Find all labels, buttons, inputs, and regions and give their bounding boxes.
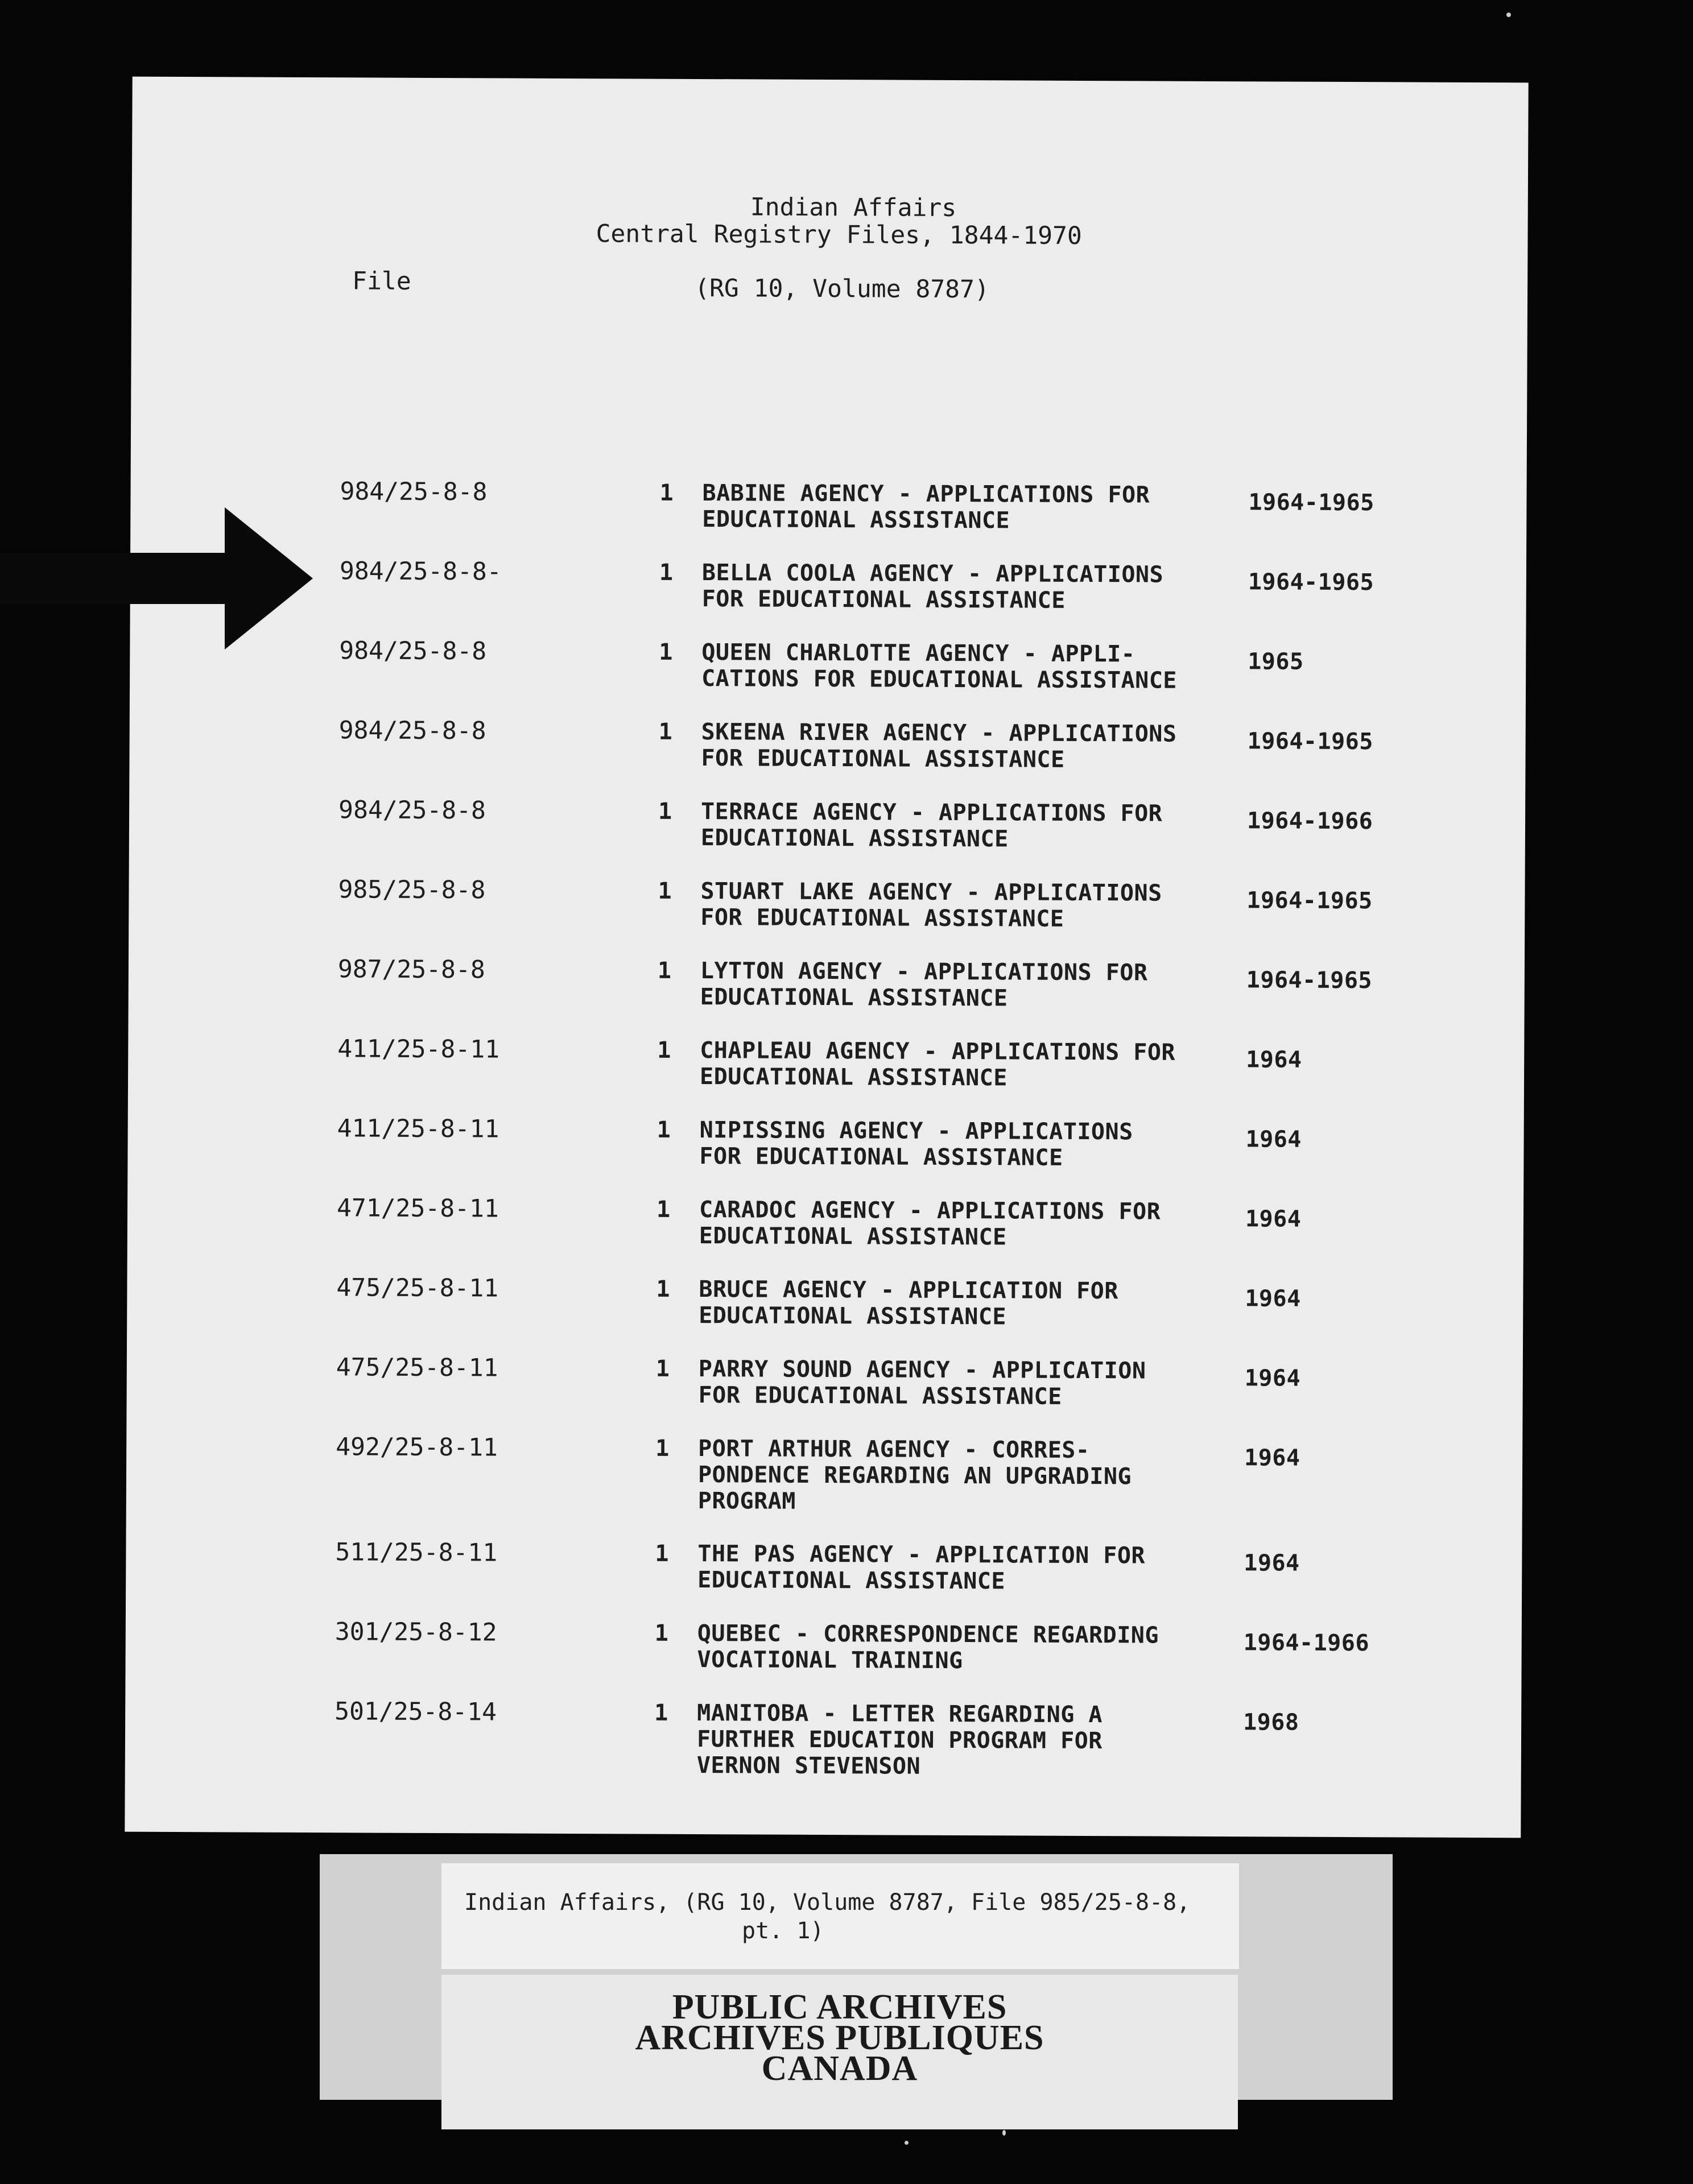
date-range: 1964 [1244,1445,1300,1471]
description-line: SKEENA RIVER AGENCY - APPLICATIONS [701,719,1177,747]
file-entry [129,717,1526,803]
date-range: 1964-1965 [1248,489,1374,516]
description-line: MANITOBA - LETTER REGARDING A [697,1700,1103,1728]
entry-description [698,1436,1132,1516]
description-line: VOCATIONAL TRAINING [697,1647,963,1674]
date-range: 1964-1965 [1248,569,1374,596]
file-number: 984/25-8-8 [340,477,488,507]
description-line: TERRACE AGENCY - APPLICATIONS FOR [701,799,1163,827]
header-volume: (RG 10, Volume 8787) [695,274,989,304]
header-title: Indian Affairs [750,193,957,222]
date-range: 1964 [1245,1285,1301,1312]
entry-description [702,480,1150,534]
file-column-heading: File [352,267,411,296]
reference-line-1: Indian Affairs, (RG 10, Volume 8787, File 985/25-8-8, [464,1889,1191,1916]
description-line: EDUCATIONAL ASSISTANCE [702,506,1010,534]
date-range: 1964-1966 [1246,808,1373,835]
file-entry [130,478,1527,564]
file-number: 411/25-8-11 [337,1114,499,1144]
description-line: VERNON STEVENSON [696,1752,921,1780]
file-entry [126,1433,1523,1519]
file-number: 501/25-8-14 [335,1697,497,1727]
file-entry [129,796,1526,882]
file-entry [130,557,1526,643]
file-entry [128,956,1525,1041]
description-line: NIPISSING AGENCY - APPLICATIONS [699,1117,1133,1145]
file-entry [128,1035,1525,1121]
reference-label [441,1863,1239,1969]
date-range: 1964 [1245,1206,1302,1232]
entry-description [700,958,1148,1012]
date-range: 1965 [1248,648,1304,675]
volume-part: 1 [657,957,672,984]
date-range: 1968 [1243,1709,1299,1736]
file-number: 984/25-8-8 [338,796,486,825]
entry-description [700,1037,1175,1092]
file-number: 301/25-8-12 [335,1618,497,1647]
file-number: 984/25-8-8 [339,636,487,666]
volume-part: 1 [656,1196,671,1223]
file-entry [127,1115,1524,1201]
file-entry [129,876,1525,962]
description-line: FOR EDUCATIONAL ASSISTANCE [701,745,1065,773]
description-line: FOR EDUCATIONAL ASSISTANCE [698,1382,1062,1410]
file-number: 471/25-8-11 [336,1194,499,1223]
description-line: BRUCE AGENCY - APPLICATION FOR [699,1276,1119,1305]
entry-description [702,560,1164,614]
description-line: CHAPLEAU AGENCY - APPLICATIONS FOR [700,1037,1176,1066]
speck [1002,2130,1006,2136]
file-entry [127,1274,1523,1360]
description-line: PARRY SOUND AGENCY - APPLICATION [698,1356,1146,1384]
file-entry [130,637,1526,723]
header-subtitle: Central Registry Files, 1844-1970 [596,220,1082,250]
volume-part: 1 [658,878,672,904]
description-line: FURTHER EDUCATION PROGRAM FOR [696,1726,1102,1755]
volume-part: 1 [659,639,674,665]
entry-description [699,1356,1146,1410]
description-line: EDUCATIONAL ASSISTANCE [699,1064,1007,1091]
description-line: PORT ARTHUR AGENCY - CORRES- [698,1436,1090,1464]
description-line: THE PAS AGENCY - APPLICATION FOR [697,1541,1146,1569]
document-page [125,77,1528,1838]
volume-part: 1 [659,479,674,506]
volume-part: 1 [656,1116,671,1143]
volume-part: 1 [654,1620,669,1647]
entry-description [699,1117,1133,1171]
description-line: STUART LAKE AGENCY - APPLICATIONS [700,878,1162,907]
entry-description [701,719,1176,774]
file-entry [126,1538,1522,1624]
entry-description [701,639,1177,694]
stamp-line-3: CANADA [761,2049,918,2088]
description-line: FOR EDUCATIONAL ASSISTANCE [700,904,1064,932]
description-line: CATIONS FOR EDUCATIONAL ASSISTANCE [701,665,1178,694]
file-entry [127,1194,1524,1280]
volume-part: 1 [658,798,672,825]
file-number: 492/25-8-11 [336,1433,498,1462]
file-number: 411/25-8-11 [337,1035,500,1064]
description-line: BABINE AGENCY - APPLICATIONS FOR [702,480,1150,508]
file-number: 984/25-8-8- [339,557,502,586]
speck [905,2141,909,2145]
speck [1506,13,1511,17]
reference-line-2: pt. 1) [742,1918,824,1944]
date-range: 1964 [1246,1046,1302,1073]
date-range: 1964 [1244,1550,1300,1577]
entry-description [697,1700,1102,1780]
volume-part: 1 [655,1435,670,1462]
file-number: 984/25-8-8 [338,716,486,746]
description-line: FOR EDUCATIONAL ASSISTANCE [701,586,1066,614]
date-range: 1964-1966 [1243,1629,1370,1657]
date-range: 1964-1965 [1246,887,1373,915]
description-line: PONDENCE REGARDING AN UPGRADING [697,1462,1132,1490]
date-range: 1964 [1245,1126,1302,1153]
entry-description [697,1620,1159,1675]
file-entry [125,1698,1522,1784]
description-line: EDUCATIONAL ASSISTANCE [699,1223,1007,1251]
entry-description [697,1541,1145,1595]
file-number: 985/25-8-8 [338,875,486,905]
volume-part: 1 [658,718,673,745]
entry-description [701,799,1163,853]
description-line: CARADOC AGENCY - APPLICATIONS FOR [699,1197,1161,1225]
file-number: 511/25-8-11 [335,1538,498,1567]
file-number: 475/25-8-11 [336,1353,498,1383]
volume-part: 1 [655,1540,670,1567]
stamp-line-2: ARCHIVES PUBLIQUES [635,2018,1044,2057]
description-line: PROGRAM [697,1488,796,1515]
description-line: EDUCATIONAL ASSISTANCE [697,1567,1006,1595]
description-line: QUEEN CHARLOTTE AGENCY - APPLI- [701,639,1135,668]
date-range: 1964 [1244,1365,1301,1392]
description-line: EDUCATIONAL ASSISTANCE [700,825,1009,853]
date-range: 1964-1965 [1247,728,1374,755]
description-line: BELLA COOLA AGENCY - APPLICATIONS [701,560,1164,588]
description-line: QUEBEC - CORRESPONDENCE REGARDING [697,1620,1159,1649]
stamp-line-1: PUBLIC ARCHIVES [672,1988,1007,2026]
entry-description [699,1197,1161,1251]
file-number: 475/25-8-11 [336,1273,499,1303]
entry-description [699,1276,1118,1330]
description-line: FOR EDUCATIONAL ASSISTANCE [699,1143,1063,1171]
volume-part: 1 [655,1355,670,1382]
file-entry [125,1618,1522,1704]
volume-part: 1 [657,1037,671,1064]
description-line: EDUCATIONAL ASSISTANCE [699,1302,1007,1330]
archives-stamp [441,1975,1238,2129]
volume-part: 1 [659,559,674,586]
description-line: EDUCATIONAL ASSISTANCE [700,984,1008,1012]
date-range: 1964-1965 [1246,967,1373,994]
file-number: 987/25-8-8 [337,955,485,985]
volume-part: 1 [656,1276,671,1302]
pointer-arrow-icon [0,507,313,650]
description-line: LYTTON AGENCY - APPLICATIONS FOR [700,958,1148,986]
file-entry [126,1354,1523,1440]
entry-description [700,878,1162,933]
volume-part: 1 [654,1699,668,1726]
